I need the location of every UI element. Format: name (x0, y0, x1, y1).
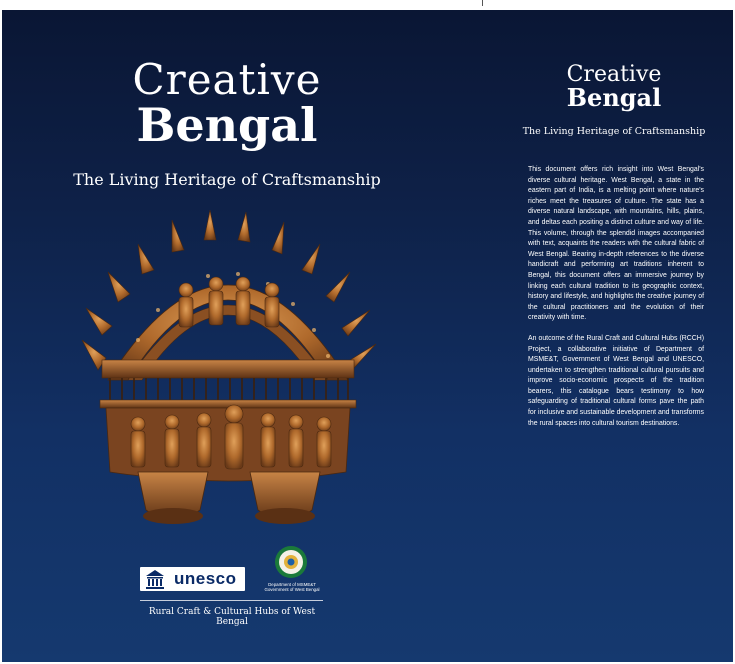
back-paragraph-2: An outcome of the Rural Craft and Cultural Hubs (RCCH) Project, a collaborative initiative of Department of MSME&T, Government of West Bengal and UNESCO, undertaken to strengthen traditional cultural pursuits and improve socio-economic prospects of the tradition bearers, this catalogue bears testimony to how safeguarding of traditional cultural forms pave the path for inclusive and sustainable development and transforms the rural spaces into cultural tourism destinations. (528, 334, 704, 427)
top-strip (0, 0, 735, 10)
seal-caption (252, 582, 332, 592)
front-title-bengal: Bengal (136, 98, 318, 152)
back-cover-text (528, 165, 704, 439)
seal-caption-line2: Government of West Bengal (264, 587, 320, 592)
unesco-temple-icon (144, 568, 166, 590)
back-paragraph-1: This document offers rich insight into West Bengal's diverse cultural heritage. West Bengal, a state in the eastern part of India, is a melting point where nature's riches meet the treasures of culture. The state has a diverse natural landscape, with mountains, hills, plains, and deltas each positing a distinct culture and way of life. This volume, through the splendid images accompanied with text, acquaints the readers with the cultural fabric of West Bengal. Bearing in-depth references to the diverse handicraft and performing art traditions inherent to Bengal, this document offers an immersive journey by linking each cultural tradition to its geographic context, history and lifestyle, and highlights the creative journey of the cultural practitioners and the evolution of their creativity with time. (528, 166, 704, 322)
seal-caption-line1: Department of MSME&T (268, 582, 316, 587)
book-cover (2, 10, 733, 662)
west-bengal-emblem-icon (274, 545, 308, 579)
spine-tick (482, 0, 483, 6)
back-title-bengal: Bengal (566, 83, 662, 112)
unesco-label: unesco (174, 569, 237, 588)
back-title-creative: Creative (566, 62, 662, 87)
front-subtitle: The Living Heritage of Craftsmanship (73, 170, 381, 189)
dokra-craft-image (78, 210, 378, 540)
front-footer: Rural Craft & Cultural Hubs of West Bengal (148, 607, 316, 627)
unesco-logo (140, 567, 245, 591)
footer-divider (140, 600, 323, 601)
back-subtitle: The Living Heritage of Craftsmanship (522, 126, 706, 137)
front-title-creative: Creative (132, 55, 322, 104)
